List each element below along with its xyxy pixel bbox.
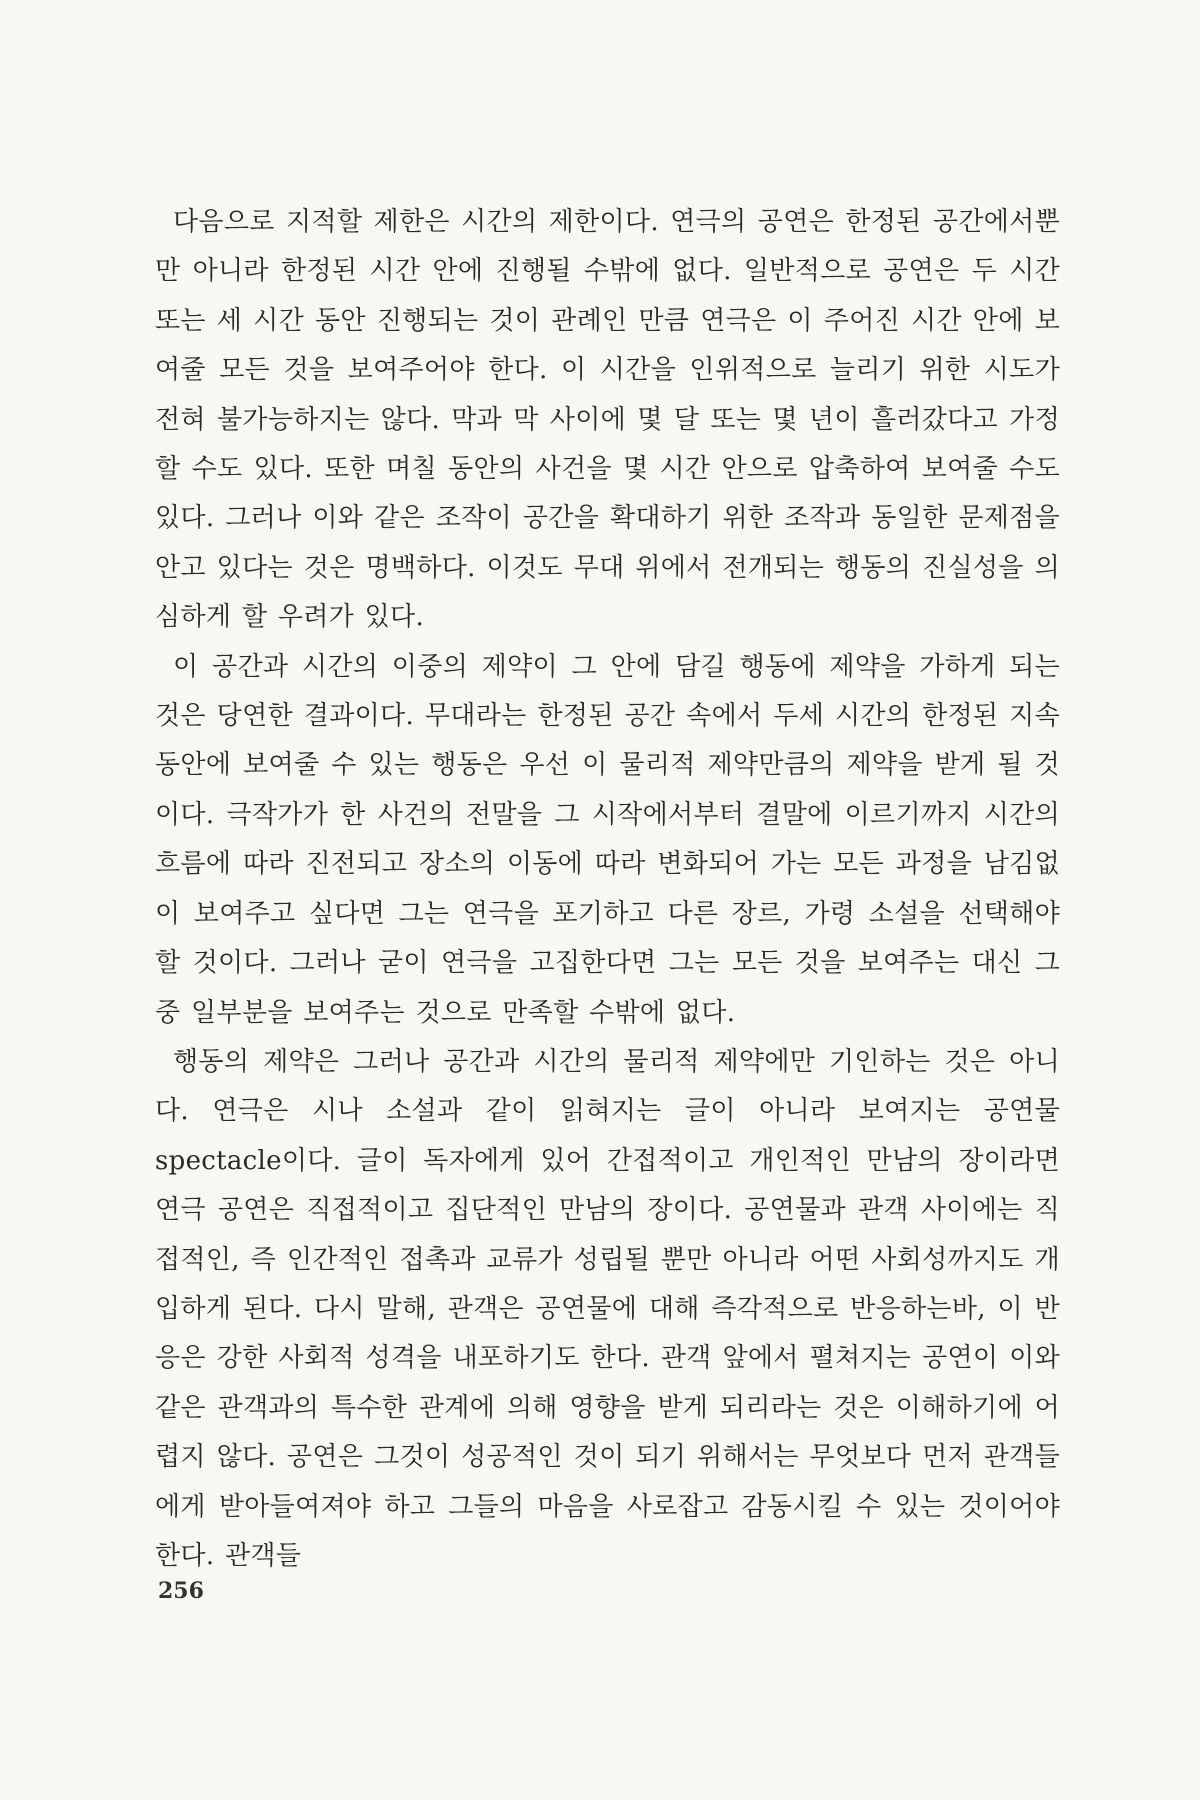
- body-text: [155, 198, 1060, 1581]
- paragraph-3: 행동의 제약은 그러나 공간과 시간의 물리적 제약에만 기인하는 것은 아니다. 연극은 시나 소설과 같이 읽혀지는 글이 아니라 보여지는 공연물spectacle이다. 글이 독자에게 있어 간접적이고 개인적인 만남의 장이라면 연극 공연은 직접적이고 집단적인 만남의 장이다. 공연물과 관객 사이에는 직접적인, 즉 인간적인 접촉과 교류가 성립될 뿐만 아니라 어떤 사회성까지도 개입하게 된다. 다시 말해, 관객은 공연물에 대해 즉각적으로 반응하는바, 이 반응은 강한 사회적 성격을 내포하기도 한다. 관객 앞에서 펼쳐지는 공연이 이와 같은 관객과의 특수한 관계에 의해 영향을 받게 되리라는 것은 이해하기에 어렵지 않다. 공연은 그것이 성공적인 것이 되기 위해서는 무엇보다 먼저 관객들에게 받아들여져야 하고 그들의 마음을 사로잡고 감동시킬 수 있는 것이어야 한다. 관객들: [155, 1046, 1060, 1571]
- page-number: 256: [158, 1578, 204, 1604]
- paragraph-1: 다음으로 지적할 제한은 시간의 제한이다. 연극의 공연은 한정된 공간에서뿐만 아니라 한정된 시간 안에 진행될 수밖에 없다. 일반적으로 공연은 두 시간 또는 세 시간 동안 진행되는 것이 관례인 만큼 연극은 이 주어진 시간 안에 보여줄 모든 것을 보여주어야 한다. 이 시간을 인위적으로 늘리기 위한 시도가 전혀 불가능하지는 않다. 막과 막 사이에 몇 달 또는 몇 년이 흘러갔다고 가정할 수도 있다. 또한 며칠 동안의 사건을 몇 시간 안으로 압축하여 보여줄 수도 있다. 그러나 이와 같은 조작이 공간을 확대하기 위한 조작과 동일한 문제점을 안고 있다는 것은 명백하다. 이것도 무대 위에서 전개되는 행동의 진실성을 의심하게 할 우려가 있다.: [155, 207, 1060, 633]
- paragraph-2: 이 공간과 시간의 이중의 제약이 그 안에 담길 행동에 제약을 가하게 되는 것은 당연한 결과이다. 무대라는 한정된 공간 속에서 두세 시간의 한정된 지속 동안에 보여줄 수 있는 행동은 우선 이 물리적 제약만큼의 제약을 받게 될 것이다. 극작가가 한 사건의 전말을 그 시작에서부터 결말에 이르기까지 시간의 흐름에 따라 진전되고 장소의 이동에 따라 변화되어 가는 모든 과정을 남김없이 보여주고 싶다면 그는 연극을 포기하고 다른 장르, 가령 소설을 선택해야 할 것이다. 그러나 굳이 연극을 고집한다면 그는 모든 것을 보여주는 대신 그 중 일부분을 보여주는 것으로 만족할 수밖에 없다.: [155, 651, 1060, 1028]
